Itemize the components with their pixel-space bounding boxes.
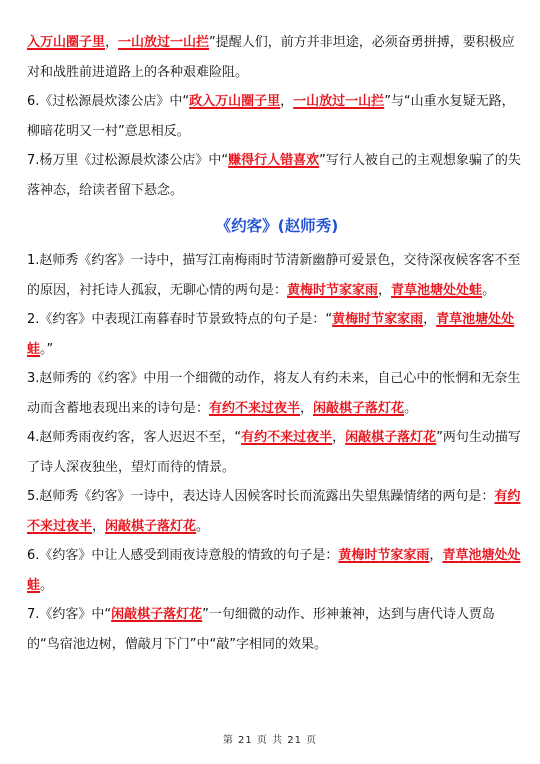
paragraph bbox=[27, 246, 527, 305]
highlighted-quote: 青草池塘处处蛙 bbox=[391, 282, 483, 298]
text-run: 3.赵师秀的《约客》中用一个细微的动作，将友人有约未来，自己心中的怅惘和无奈生动而含蓄地表现出来的诗句是： bbox=[27, 371, 521, 416]
text-run: 。 bbox=[482, 282, 496, 298]
paragraph bbox=[27, 423, 527, 482]
paragraph bbox=[27, 28, 527, 87]
paragraph bbox=[27, 146, 527, 205]
text-run: ， bbox=[300, 400, 314, 416]
text-run: ， bbox=[378, 282, 392, 298]
highlighted-quote: 青草池塘处处蛙 bbox=[27, 548, 521, 593]
text-run: ， bbox=[280, 94, 294, 109]
text-run: 7.《约客》中“ bbox=[27, 607, 112, 622]
highlighted-quote: 黄梅时节家家雨 bbox=[287, 282, 379, 298]
text-run: 。 bbox=[404, 400, 418, 416]
highlighted-quote: 一山放过一山拦 bbox=[293, 94, 385, 109]
text-run: 4.赵师秀雨夜约客，客人迟迟不至，“ bbox=[27, 430, 242, 445]
paragraph bbox=[27, 600, 527, 659]
highlighted-quote: 闲敲棋子落灯花 bbox=[105, 518, 197, 534]
text-run: 。” bbox=[40, 341, 54, 357]
text-run: 。 bbox=[40, 577, 54, 593]
text-run: 5.赵师秀《约客》一诗中，表达诗人因候客时长而流露出失望焦躁情绪的两句是： bbox=[27, 489, 495, 504]
section-title: 《约客》(赵师秀) bbox=[215, 217, 339, 235]
text-run: ”两句生动描写了诗人深夜独坐，望灯而待的情景。 bbox=[27, 430, 521, 475]
highlighted-quote: 一山放过一山拦 bbox=[118, 35, 210, 50]
paragraph bbox=[27, 541, 527, 600]
text-run: 。 bbox=[196, 518, 210, 534]
highlighted-quote: 黄梅时节家家雨 bbox=[338, 548, 430, 563]
highlighted-quote: 有约不来过夜半 bbox=[209, 400, 301, 416]
section-paragraphs bbox=[27, 246, 527, 659]
highlighted-quote: 闲敲棋子落灯花 bbox=[345, 430, 437, 445]
highlighted-quote: 闲敲棋子落灯花 bbox=[313, 400, 405, 416]
highlighted-quote: 入万山圈子里 bbox=[27, 35, 106, 50]
text-run: 6.《过松源晨炊漆公店》中“ bbox=[27, 94, 190, 109]
text-run: ， bbox=[423, 312, 437, 327]
highlighted-quote: 黄梅时节家家雨 bbox=[332, 312, 424, 327]
highlighted-quote: 有约不来过夜半 bbox=[241, 430, 333, 445]
text-run: ， bbox=[429, 548, 443, 563]
top-paragraphs bbox=[27, 28, 527, 205]
text-run: 1.赵师秀《约客》一诗中，描写江南梅雨时节清新幽静可爱景色，交待深夜候客客不至的原因，衬托诗人孤寂，无聊心情的两句是： bbox=[27, 253, 521, 298]
paragraph bbox=[27, 482, 527, 541]
text-run: ， bbox=[92, 518, 106, 534]
highlighted-quote: 有约不来过夜半 bbox=[27, 489, 521, 534]
text-run: ”提醒人们，前方并非坦途，必须奋勇拼搏，要积极应对和战胜前进道路上的各种艰难险阻。 bbox=[27, 35, 515, 80]
highlighted-quote: 赚得行人错喜欢 bbox=[228, 153, 320, 168]
highlighted-quote: 青草池塘处处蛙 bbox=[27, 312, 515, 357]
page-footer: 第 21 页 共 21 页 bbox=[222, 735, 318, 746]
highlighted-quote: 闲敲棋子落灯花 bbox=[111, 607, 203, 622]
paragraph bbox=[27, 364, 527, 423]
text-run: ， bbox=[332, 430, 346, 445]
text-run: 2.《约客》中表现江南暮春时节景致特点的句子是：“ bbox=[27, 312, 333, 327]
text-run: ”写行人被自己的主观想象骗了的失落神态，给读者留下悬念。 bbox=[27, 153, 521, 198]
page-content bbox=[27, 28, 527, 659]
text-run: 6.《约客》中让人感受到雨夜诗意般的情致的句子是： bbox=[27, 548, 339, 563]
text-run: ”一句细微的动作、形神兼神，达到与唐代诗人贾岛的“鸟宿池边树，僧敲月下门”中“敲”字相同的效果。 bbox=[27, 607, 495, 652]
text-run: ， bbox=[105, 35, 119, 50]
text-run: 7.杨万里《过松源晨炊漆公店》中“ bbox=[27, 153, 229, 168]
highlighted-quote: 政入万山圈子里 bbox=[189, 94, 281, 109]
text-run: ”与“山重水复疑无路，柳暗花明又一村”意思相反。 bbox=[27, 94, 515, 139]
paragraph bbox=[27, 87, 527, 146]
paragraph bbox=[27, 305, 527, 364]
